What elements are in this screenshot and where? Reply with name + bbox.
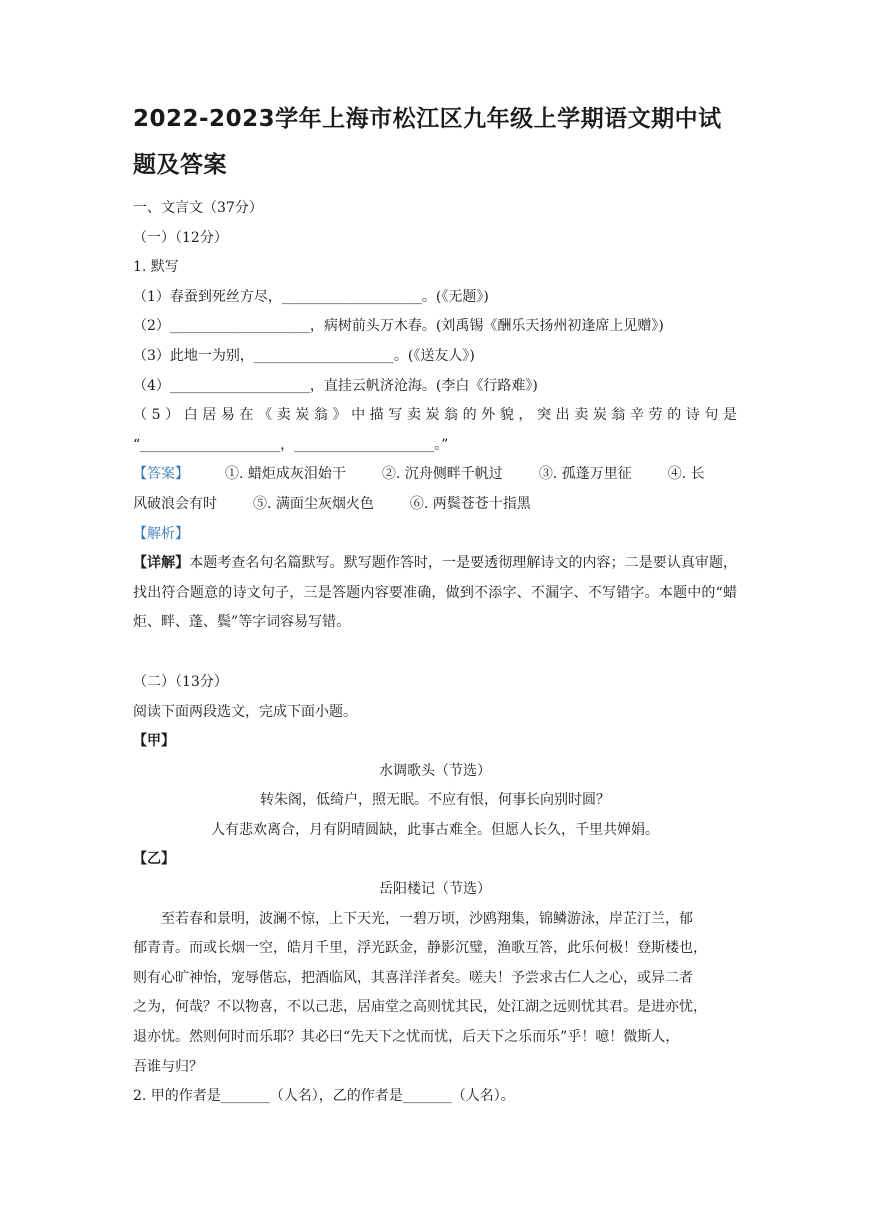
answer-4-start: ④. 长 <box>667 466 705 483</box>
detail-paragraph <box>133 549 737 638</box>
passage-yi-label: 【乙】 <box>133 851 175 868</box>
answer-2: ②. 沉舟侧畔千帆过 <box>381 466 503 483</box>
answer-4-end: 风破浪会有时 <box>133 495 217 512</box>
poem-line-1: 转朱阁，低绮户，照无眠。不应有恨，何事长向别时圆？ <box>260 792 610 809</box>
dictation-item-5-blanks: “____________________，____________________。” <box>133 436 449 453</box>
answer-line-2 <box>133 490 737 520</box>
essay-line-4: 之为，何哉？不以物喜，不以己悲，居庙堂之高则忧其民，处江湖之远则忧其君。是进亦忧， <box>133 999 707 1016</box>
dictation-item-1: （1）春蚕到死丝方尽，____________________。(《无题》) <box>133 288 489 305</box>
essay-line-6: 吾谁与归？ <box>133 1058 203 1075</box>
answer-3: ③. 孤蓬万里征 <box>538 466 632 483</box>
answer-label: 【答案】 <box>133 466 189 483</box>
essay-title: 岳阳楼记（节选） <box>379 881 491 898</box>
poem-title: 水调歌头（节选） <box>379 762 491 779</box>
section-heading: 一、文言文（37分） <box>133 200 263 216</box>
part-heading-1: （一）（12分） <box>133 229 228 246</box>
part-heading-2: （二）（13分） <box>133 673 228 690</box>
answer-6: ⑥. 两鬓苍苍十指黑 <box>409 495 531 512</box>
dictation-item-4: （4）____________________，直挂云帆济沧海。(李白《行路难》) <box>133 377 538 394</box>
essay-line-5: 退亦忧。然则何时而乐耶？其必曰“先天下之忧而忧，后天下之乐而乐”乎！噫！微斯人， <box>133 1029 680 1046</box>
spacer <box>133 638 737 668</box>
dictation-item-2: （2）____________________，病树前头万木春。(刘禹锡《酬乐天扬州初逢席上见赠》) <box>133 318 664 335</box>
answer-5: ⑤. 满面尘灰烟火色 <box>253 495 374 512</box>
detail-label: 【详解】 <box>133 555 190 572</box>
essay-line-1: 至若春和景明，波澜不惊，上下天光，一碧万顷，沙鸥翔集，锦鳞游泳，岸芷汀兰，郁 <box>161 910 693 927</box>
detail-text: 本题考查名句名篇默写。默写题作答时，一是要透彻理解诗文的内容；二是要认真审题，找出符合题意的诗文句子，三是答题内容要准确，做到不添字、不漏字、不写错字。本题中的“蜡炬、畔、蓬、鬓”等字词容易写错。 <box>133 555 738 631</box>
analysis-label: 【解析】 <box>133 525 189 542</box>
document-title: 2022-2023学年上海市松江区九年级上学期语文期中试题及答案 <box>133 106 722 178</box>
dictation-item-3: （3）此地一为别，____________________。(《送友人》) <box>133 347 475 364</box>
answer-line-1 <box>133 460 737 490</box>
document-page <box>133 96 737 1112</box>
poem-line-2: 人有悲欢离合，月有阴晴圆缺，此事古难全。但愿人长久，千里共婵娟。 <box>211 821 659 838</box>
question-2: 2. 甲的作者是_______（人名），乙的作者是_______（人名）。 <box>133 1088 515 1105</box>
reading-instruction: 阅读下面两段选文，完成下面小题。 <box>133 703 357 720</box>
essay-line-2: 郁青青。而或长烟一空，皓月千里，浮光跃金，静影沉璧，渔歌互答，此乐何极！登斯楼也， <box>133 940 707 957</box>
question-1-heading: 1. 默写 <box>133 259 179 276</box>
answer-1: ①. 蜡炬成灰泪始干 <box>225 466 346 483</box>
dictation-item-5: （5）白居易在《卖炭翁》中描写卖炭翁的外貌，突出卖炭翁辛劳的诗句是 <box>133 407 737 424</box>
essay-line-3: 则有心旷神怡，宠辱偕忘，把酒临风，其喜洋洋者矣。嗟夫！予尝求古仁人之心，或异二者 <box>133 969 693 986</box>
passage-jia-label: 【甲】 <box>133 733 175 750</box>
